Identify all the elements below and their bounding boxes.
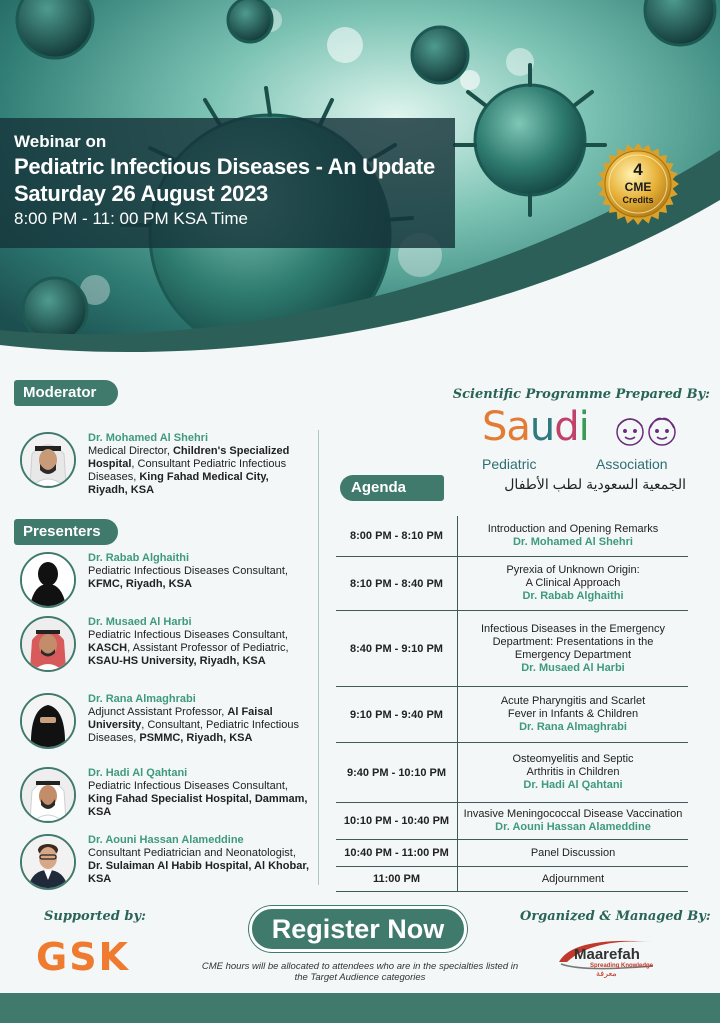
agenda-topic-line: Infectious Diseases in the Emergency [480, 622, 666, 635]
agenda-time: 8:10 PM - 8:40 PM [336, 557, 458, 610]
agenda-time: 8:00 PM - 8:10 PM [336, 516, 458, 556]
agenda-row [336, 687, 688, 743]
desc-part: Pediatric Infectious Diseases Consultant, [88, 780, 288, 792]
agenda-time: 10:40 PM - 11:00 PM [336, 840, 458, 866]
agenda-speaker: Dr. Hadi Al Qahtani [523, 779, 623, 791]
agenda-topic-line: Arthritis in Children [526, 766, 620, 778]
agenda-topic [458, 687, 688, 742]
presenter-avatar [20, 767, 76, 823]
desc-part: KASCH [88, 642, 128, 654]
agenda-speaker: Dr. Aouni Hassan Alameddine [495, 821, 651, 833]
agenda-topic-line: Fever in Infants & Children [507, 708, 639, 720]
presenter-description [88, 780, 310, 819]
agenda-speaker: Dr. Rana Almaghrabi [519, 721, 627, 733]
cme-number: 4 [633, 160, 643, 179]
presenter-info [88, 693, 310, 745]
agenda-topic [458, 557, 688, 610]
presenter-description [88, 706, 310, 745]
moderator-avatar [20, 432, 76, 488]
cme-credits-label: Credits [622, 195, 654, 205]
presenter-description [88, 847, 310, 886]
presenter-avatar [20, 834, 76, 890]
presenter-name: Dr. Musaed Al Harbi [88, 616, 192, 628]
agenda-topic [458, 840, 688, 866]
presenter-avatar [20, 693, 76, 749]
event-date: Saturday 26 August 2023 [14, 181, 268, 206]
cme-hours-note: CME hours will be allocated to attendees who are in the specialties listed in the Target Audience categories [201, 961, 519, 983]
agenda-row [336, 867, 688, 892]
event-time: 8:00 PM - 11: 00 PM KSA Time [14, 209, 249, 228]
maarefah-logo-name: Maarefah [574, 946, 640, 963]
gsk-logo: GSK [36, 935, 131, 979]
hero-banner [0, 0, 720, 390]
agenda-row [336, 743, 688, 803]
agenda-topic-line: Acute Pharyngitis and Scarlet [500, 695, 646, 707]
agenda-row [336, 840, 688, 867]
prepared-by-label: Scientific Programme Prepared By: [452, 387, 710, 402]
moderator-name: Dr. Mohamed Al Shehri [88, 432, 209, 444]
presenter-description [88, 565, 310, 591]
event-title: Pediatric Infectious Diseases - An Update [14, 154, 435, 179]
desc-part: Pediatric Infectious Diseases Consultant, [88, 565, 288, 577]
agenda-time: 10:10 PM - 10:40 PM [336, 803, 458, 839]
agenda-topic-line: Invasive Meningococcal Disease Vaccination [463, 808, 683, 820]
organized-by-label: Organized & Managed By: [520, 909, 711, 924]
agenda-speaker: Dr. Rabab Alghaithi [522, 590, 624, 602]
presenter-name: Dr. Rabab Alghaithi [88, 552, 190, 564]
spa-logo-arabic: الجمعية السعودية لطب الأطفال [504, 476, 686, 492]
agenda-topic [458, 516, 688, 556]
agenda-topic-line: Pyrexia of Unknown Origin: [506, 564, 640, 576]
desc-part: King Fahad Medical City, Riyadh, KSA [88, 471, 269, 496]
desc-part: KSAU-HS University, Riyadh, KSA [88, 655, 266, 667]
agenda-speaker: Dr. Musaed Al Harbi [521, 661, 625, 674]
moderator-info [88, 432, 310, 497]
moderator-section-label: Moderator [14, 380, 118, 406]
agenda-topic [458, 743, 688, 802]
person-avatar-icon [22, 769, 74, 821]
agenda-row [336, 611, 688, 687]
agenda-topic [458, 803, 688, 839]
desc-part: Children's Specialized Hospital [88, 445, 290, 470]
presenters-section-label: Presenters [14, 519, 118, 545]
agenda-topic [458, 867, 688, 891]
presenter-name: Dr. Aouni Hassan Alameddine [88, 834, 244, 846]
presenter-name: Dr. Hadi Al Qahtani [88, 767, 188, 779]
presenter-avatar [20, 616, 76, 672]
agenda-row [336, 516, 688, 557]
logo-letters: u [529, 404, 555, 450]
register-now-button[interactable]: Register Now [249, 906, 467, 952]
agenda-topic-line: A Clinical Approach [525, 577, 621, 589]
desc-part: Al Faisal University [88, 706, 273, 731]
presenter-info [88, 834, 310, 886]
agenda-topic-line: Emergency Department [514, 648, 632, 661]
agenda-time: 8:40 PM - 9:10 PM [336, 611, 458, 686]
agenda-topic-line: Introduction and Opening Remarks [487, 523, 659, 535]
presenter-info [88, 552, 310, 591]
column-divider [318, 430, 319, 885]
agenda-time: 11:00 PM [336, 867, 458, 891]
desc-part: , Consultant Pediatric Infectious Diseases, [88, 458, 287, 483]
spa-logo-pediatric: Pediatric [482, 456, 537, 472]
maarefah-logo-arabic: معرفة [596, 969, 617, 978]
agenda-topic-line: Panel Discussion [530, 846, 616, 859]
person-avatar-icon [22, 618, 74, 670]
moderator-description [88, 445, 310, 497]
person-avatar-icon [22, 836, 74, 888]
desc-part: Adjunct Assistant Professor, [88, 706, 228, 718]
agenda-topic-line: Osteomyelitis and Septic [512, 753, 634, 765]
desc-part: KFMC, Riyadh, KSA [88, 578, 192, 590]
agenda-time: 9:40 PM - 10:10 PM [336, 743, 458, 802]
logo-letters: d [554, 404, 579, 450]
desc-part: , Consultant, Pediatric Infectious Diseases, [88, 719, 299, 744]
desc-part: Dr. Sulaiman Al Habib Hospital, Al Khobar, KSA [88, 860, 310, 885]
maarefah-logo-tagline: Spreading Knowledge [590, 963, 654, 969]
presenter-name: Dr. Rana Almaghrabi [88, 693, 196, 705]
person-avatar-icon [22, 434, 74, 486]
spa-logo-association: Association [596, 456, 668, 472]
agenda-topic-line: Department: Presentations in the [492, 635, 654, 648]
logo-letters: i [578, 404, 589, 450]
desc-part: King Fahad Specialist Hospital, Dammam, KSA [88, 793, 308, 818]
agenda-topic [458, 611, 688, 686]
agenda-row [336, 803, 688, 840]
agenda-row [336, 557, 688, 611]
agenda-topic-line: Adjournment [541, 872, 605, 885]
agenda-section-label: Agenda [340, 475, 444, 501]
desc-part: PSMMC, Riyadh, KSA [139, 732, 253, 744]
logo-letters: Sa [482, 404, 530, 450]
presenter-info [88, 616, 310, 668]
agenda-speaker: Dr. Mohamed Al Shehri [512, 536, 633, 548]
supported-by-label: Supported by: [44, 909, 146, 924]
agenda-time: 9:10 PM - 9:40 PM [336, 687, 458, 742]
person-avatar-icon [22, 695, 74, 747]
webinar-label: Webinar on [14, 132, 107, 151]
desc-part: , Assistant Professor of Pediatric, [127, 642, 289, 654]
desc-part: Medical Director, [88, 445, 173, 457]
spa-children-faces-icon [612, 410, 680, 450]
spa-logo-wordmark [482, 404, 589, 450]
desc-part: Pediatric Infectious Diseases Consultant, [88, 629, 288, 641]
desc-part: Consultant Pediatrician and Neonatologist, [88, 847, 296, 859]
footer-bar [0, 993, 720, 1023]
presenter-description [88, 629, 310, 668]
presenter-info [88, 767, 310, 819]
person-silhouette-icon [22, 554, 74, 606]
presenter-avatar [20, 552, 76, 608]
cme-label: CME [624, 180, 652, 194]
